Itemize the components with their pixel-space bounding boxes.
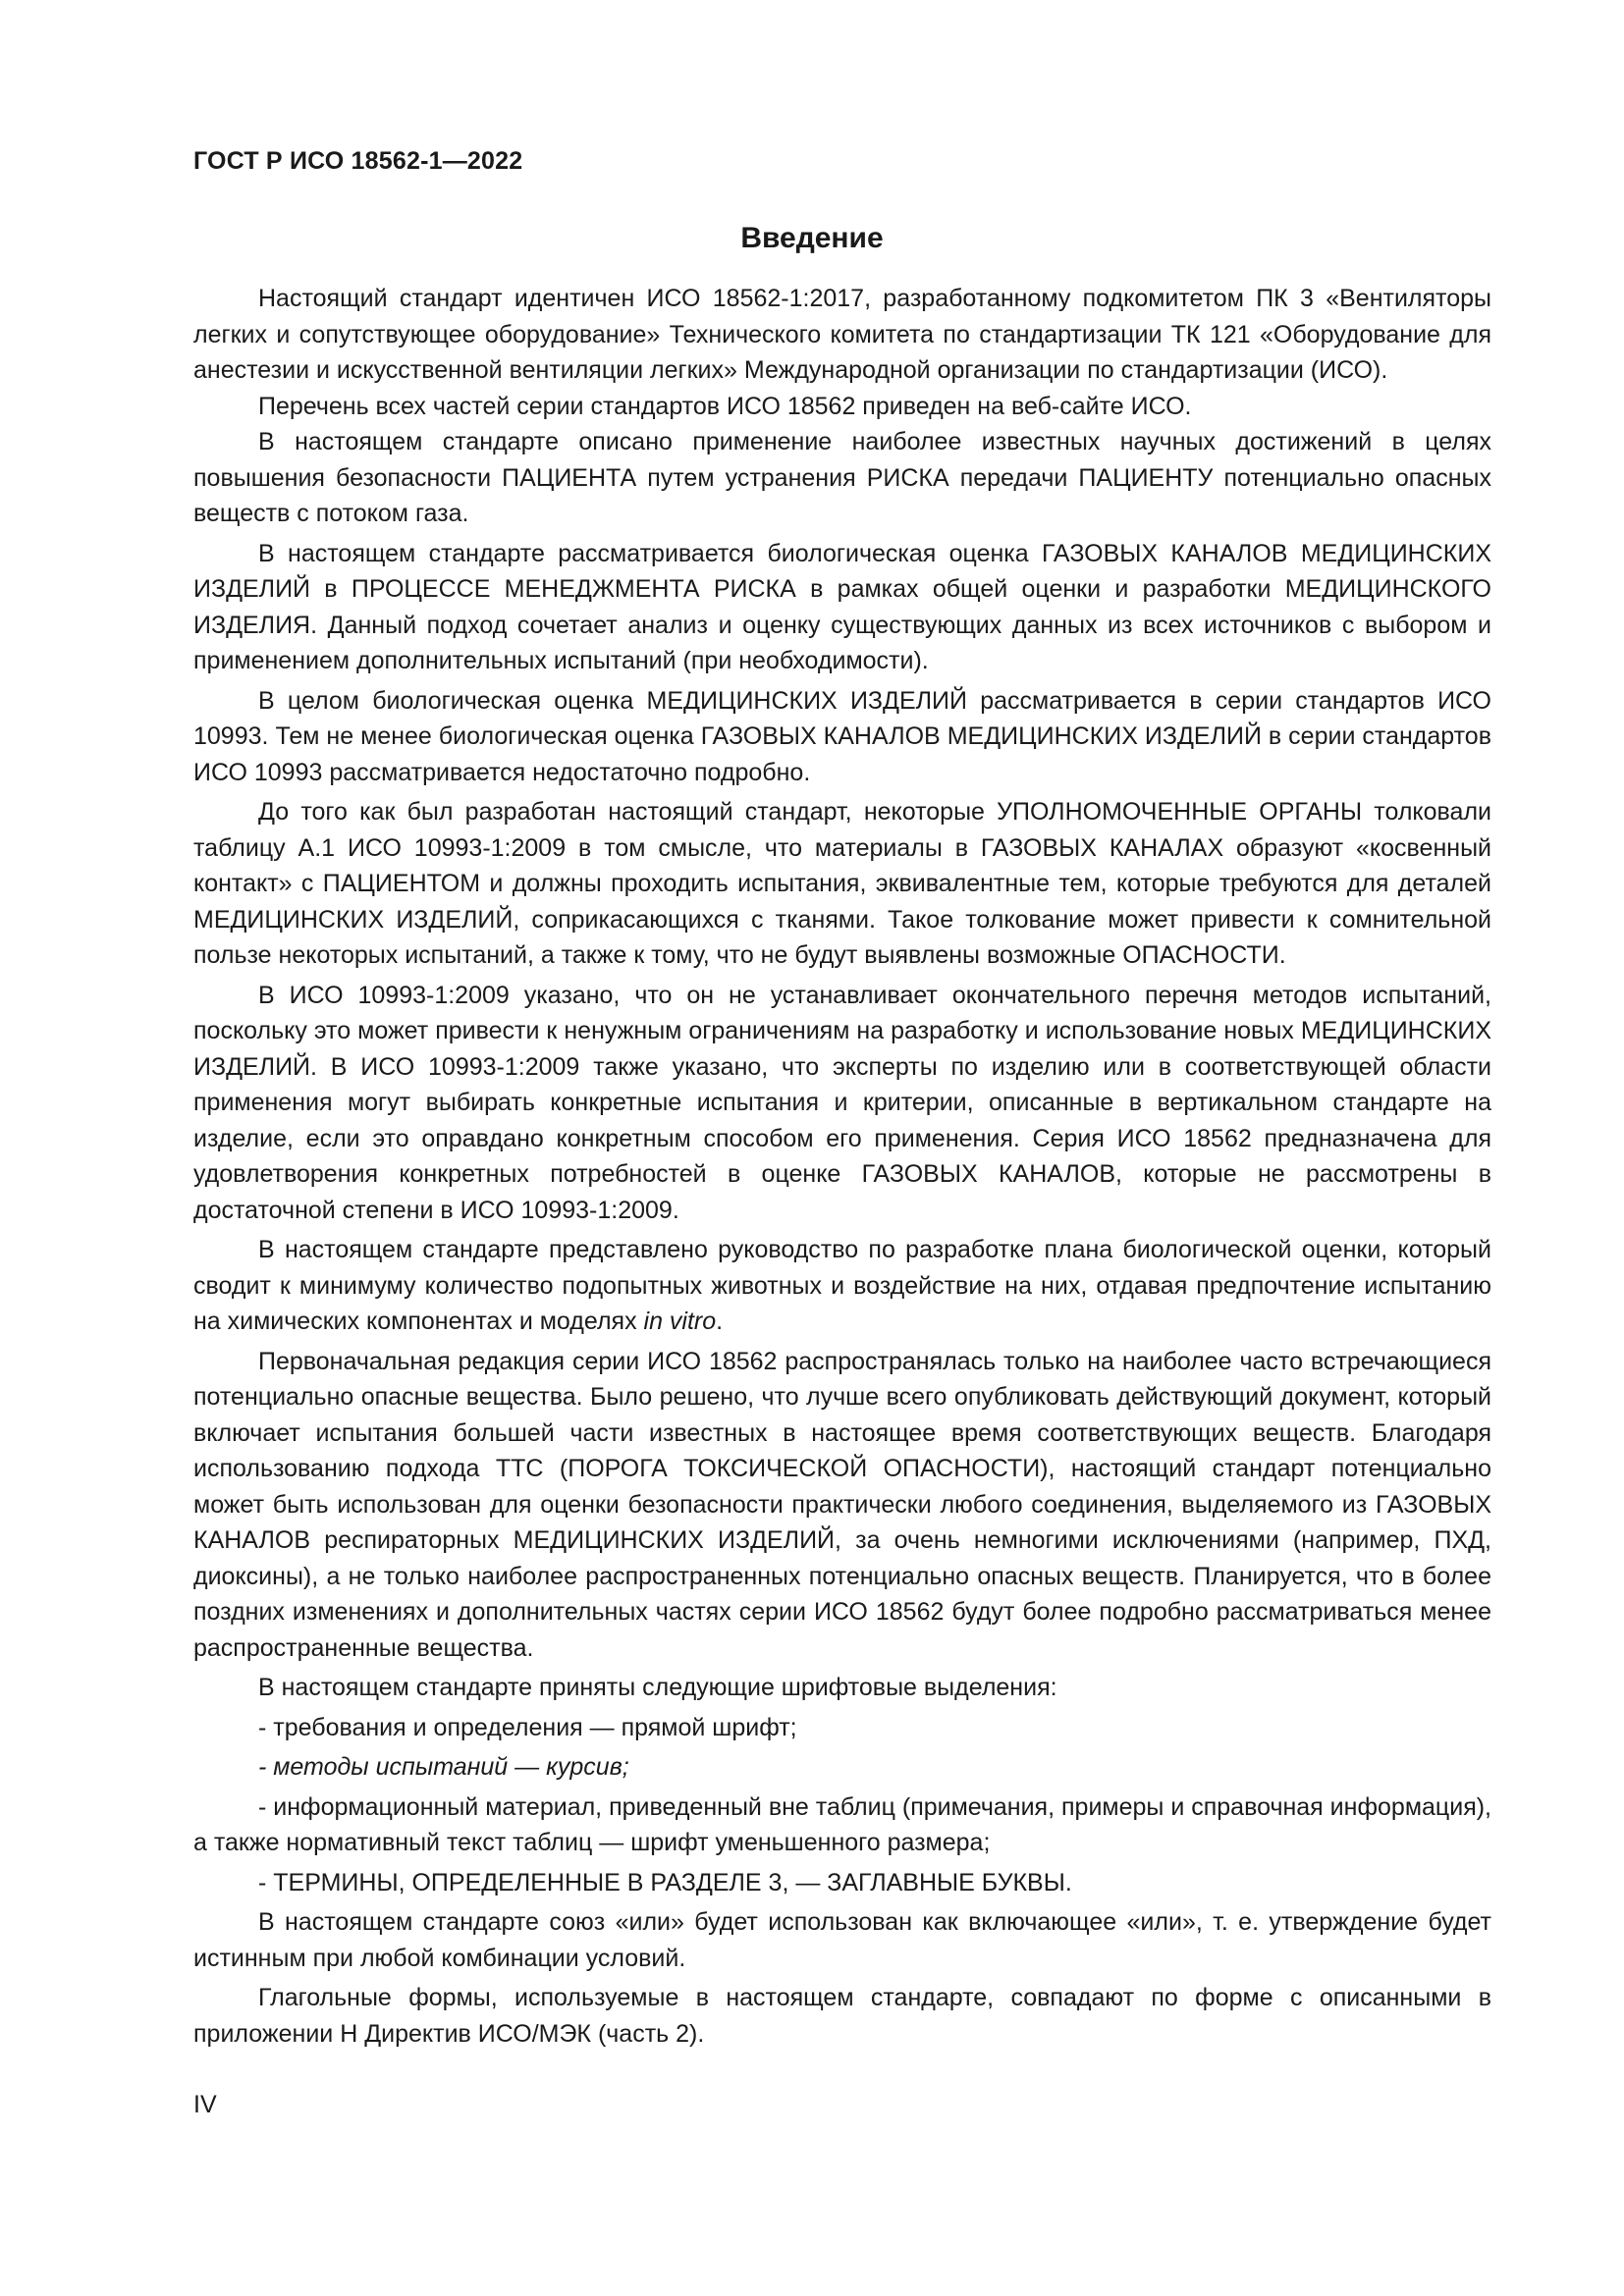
paragraph-verbal-forms: Глагольные формы, используемые в настоящем стандарте, совпадают по форме с описанными в приложении Н Директив ИСО/МЭК (часть 2).: [193, 1984, 1491, 2048]
paragraph-iso-10993: В целом биологическая оценка МЕДИЦИНСКИХ ИЗДЕЛИЙ рассматривается в серии стандартов ИСО 10993. Тем не менее биологическая оценка ГАЗОВЫХ КАНАЛОВ МЕДИЦИНСКИХ ИЗДЕЛИЙ в серии стандартов ИСО 10993 рассматривается недостаточно подробно.: [193, 686, 1491, 786]
in-vitro-text-after: .: [716, 1308, 724, 1335]
convention-item-italic: - методы испытаний — курсив;: [258, 1753, 629, 1781]
paragraph-notified-bodies: До того как был разработан настоящий стандарт, некоторые УПОЛНОМОЧЕННЫЕ ОРГАНЫ толковали таблицу А.1 ИСО 10993-1:2009 в том смысле, что материалы в ГАЗОВЫХ КАНАЛАХ образуют «косвенный контакт» с ПАЦИЕНТОМ и должны проходить испытания, эквивалентные тем, которые требуются для деталей МЕДИЦИНСКИХ ИЗДЕЛИЙ, соприкасающихся с тканями. Такое толкование может привести к сомнительной пользе некоторых испытаний, а также к тому, что не будут выявлены возможные ОПАСНОСТИ.: [193, 798, 1491, 969]
convention-item-capitals: - ТЕРМИНЫ, ОПРЕДЕЛЕННЫЕ В РАЗДЕЛЕ 3, — ЗАГЛАВНЫЕ БУКВЫ.: [258, 1868, 1072, 1896]
paragraph-in-vitro: [193, 1232, 1491, 1340]
paragraph-biological-evaluation: В настоящем стандарте рассматривается биологическая оценка ГАЗОВЫХ КАНАЛОВ МЕДИЦИНСКИХ ИЗДЕЛИЙ в ПРОЦЕССЕ МЕНЕДЖМЕНТА РИСКА в рамках общей оценки и разработки МЕДИЦИНСКОГО ИЗДЕЛИЯ. Данный подход сочетает анализ и оценку существующих данных из всех источников с выбором и применением дополнительных испытаний (при необходимости).: [193, 539, 1491, 674]
page-number: IV: [193, 2091, 217, 2118]
convention-item-upright: - требования и определения — прямой шрифт;: [258, 1713, 797, 1741]
paragraph-patient-safety: В настоящем стандарте описано применение наиболее известных научных достижений в целях повышения безопасности ПАЦИЕНТА путем устранения РИСКА передачи ПАЦИЕНТУ потенциально опасных веществ с потоком газа.: [193, 428, 1491, 527]
convention-item-small-font: - информационный материал, приведенный вне таблиц (примечания, примеры и справочная информация), а также нормативный текст таблиц — шрифт уменьшенного размера;: [193, 1792, 1491, 1856]
paragraph-or-conjunction: В настоящем стандарте союз «или» будет использован как включающее «или», т. е. утверждение будет истинным при любой комбинации условий.: [193, 1908, 1491, 1972]
paragraph-test-methods: В ИСО 10993-1:2009 указано, что он не устанавливает окончательного перечня методов испытаний, поскольку это может привести к ненужным ограничениям на разработку и использование новых МЕДИЦИНСКИХ ИЗДЕЛИЙ. В ИСО 10993-1:2009 также указано, что эксперты по изделию или в соответствующей области применения могут выбирать конкретные испытания и критерии, описанные в вертикальном стандарте на изделие, если это оправдано конкретным способом его применения. Серия ИСО 18562 предназначена для удовлетворения конкретных потребностей в оценке ГАЗОВЫХ КАНАЛОВ, которые не рассмотрены в достаточной степени в ИСО 10993-1:2009.: [193, 981, 1491, 1224]
paragraph-identity: Настоящий стандарт идентичен ИСО 18562-1:2017, разработанному подкомитетом ПК 3 «Вентиляторы легких и сопутствующее оборудование» Технического комитета по стандартизации ТК 121 «Оборудование для анестезии и искусственной вентиляции легких» Международной организации по стандартизации (ИСО).: [193, 285, 1491, 384]
paragraph-first-edition: Первоначальная редакция серии ИСО 18562 распространялась только на наиболее часто встречающиеся потенциально опасные вещества. Было решено, что лучше всего опубликовать действующий документ, который включает испытания большей части известных в настоящее время соответствующих веществ. Благодаря использованию подхода ТТС (ПОРОГА ТОКСИЧЕСКОЙ ОПАСНОСТИ), настоящий стандарт потенциально может быть использован для оценки безопасности практически любого соединения, выделяемого из ГАЗОВЫХ КАНАЛОВ респираторных МЕДИЦИНСКИХ ИЗДЕЛИЙ, за очень немногими исключениями (например, ПХД, диоксины), а не только наиболее распространенных потенциально опасных веществ. Планируется, что в более поздних изменениях и дополнительных частях серии ИСО 18562 будут более подробно рассматриваться менее распространенные вещества.: [193, 1347, 1491, 1662]
in-vitro-text-before: В настоящем стандарте представлено руководство по разработке плана биологической оценки, который сводит к минимуму количество подопытных животных и воздействие на них, отдавая предпочтение испытанию на химических компонентах и моделях: [193, 1236, 1491, 1335]
section-title: Введение: [740, 222, 884, 254]
paragraph-conventions-intro: В настоящем стандарте приняты следующие шрифтовые выделения:: [258, 1674, 1057, 1701]
document-code-header: ГОСТ Р ИСО 18562-1—2022: [193, 147, 523, 175]
paragraph-parts-list: Перечень всех частей серии стандартов ИСО 18562 приведен на веб-сайте ИСО.: [258, 392, 1192, 420]
introduction-body: [193, 281, 1491, 2052]
in-vitro-italic: in vitro: [643, 1308, 717, 1335]
